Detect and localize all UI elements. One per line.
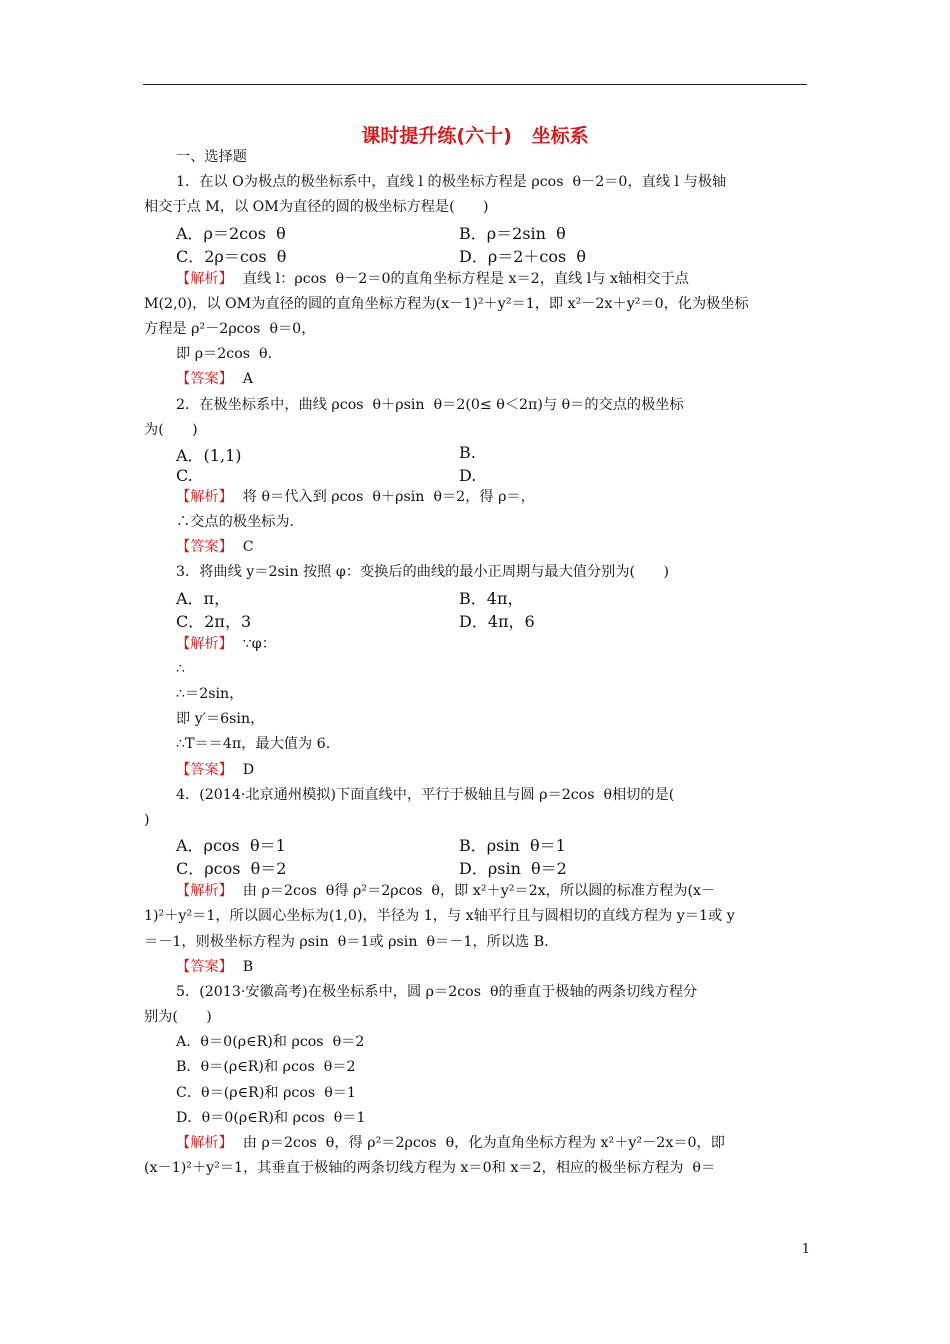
answer-value: A (242, 371, 254, 388)
analysis-tag: 【解析】 (176, 1135, 233, 1151)
analysis-tag: 【解析】 (176, 270, 233, 287)
analysis-line: ∴ (176, 660, 186, 677)
analysis-text: ∵φ： (242, 635, 276, 652)
option-b: B．4π， (459, 588, 524, 608)
option-c: C．ρcos θ＝2 (176, 859, 287, 879)
question-4-options-row-1 (144, 833, 808, 856)
analysis-text: 由 ρ＝2cos θ，得 ρ²＝2ρcos θ，化为直角坐标方程为 x²＋y²－2x＝0，即 (242, 1135, 725, 1151)
analysis-line: 1)²＋y²＝1，所以圆心坐标为(1,0)，半径为 1，与 x轴平行且与圆相切的直线方程为 y＝1或 y (144, 908, 735, 925)
analysis-line: ∴交点的极坐标为. (176, 514, 295, 531)
page-number: 1 (801, 1242, 810, 1257)
question-2-stem: 2．在极坐标系中，曲线 ρcos θ＋ρsin θ＝2(0≤ θ＜2π)与 θ＝的交点的极坐标 (176, 396, 684, 413)
question-3-options-row-1 (144, 586, 808, 609)
question-2-answer (144, 535, 808, 560)
option-c: C. (176, 465, 193, 485)
question-4-stem-cont: ) (144, 811, 150, 828)
answer-tag: 【答案】 (176, 371, 233, 388)
option-c: C．2ρ＝cos θ (176, 246, 287, 266)
answer-value: B (242, 958, 254, 975)
answer-tag: 【答案】 (176, 539, 233, 556)
question-5-analysis (144, 1131, 808, 1156)
analysis-line: 即 ρ＝2cos θ. (176, 346, 273, 363)
question-2-analysis (144, 485, 808, 510)
question-3-stem: 3．将曲线 y＝2sin 按照 φ：变换后的曲线的最小正周期与最大值分别为( ) (176, 564, 669, 581)
document-body (144, 145, 808, 1181)
option-b: B．θ＝(ρ∈R)和 ρcos θ＝2 (176, 1059, 356, 1076)
option-a: A．(1,1) (176, 445, 242, 465)
option-c: C．θ＝(ρ∈R)和 ρcos θ＝1 (176, 1084, 356, 1101)
option-d: D．θ＝0(ρ∈R)和 ρcos θ＝1 (176, 1109, 366, 1126)
question-1-stem: 1．在以 O为极点的极坐标系中，直线 l 的极坐标方程是 ρcos θ－2＝0，直线 l 与极轴 (176, 174, 727, 191)
section-heading: 一、选择题 (176, 149, 247, 165)
question-3-options-row-2 (144, 609, 808, 632)
question-4-stem: 4．(2014·北京通州模拟)下面直线中，平行于极轴且与圆 ρ＝2cos θ相切的是( (176, 786, 675, 803)
question-1-options-row-1 (144, 221, 808, 244)
option-d: D．4π，6 (459, 611, 535, 631)
analysis-text: 直线 l：ρcos θ－2＝0的直角坐标方程是 x＝2，直线 l与 x轴相交于点 (242, 270, 689, 287)
option-d: D. (459, 465, 477, 485)
question-3-analysis (144, 632, 808, 657)
answer-value: D (242, 761, 255, 778)
question-1-options-row-2 (144, 244, 808, 267)
question-2-stem-cont: 为( ) (144, 421, 198, 438)
option-d: D．ρ＝2＋cos θ (459, 246, 587, 266)
analysis-text: 将 θ＝代入到 ρcos θ＋ρsin θ＝2，得 ρ＝， (242, 488, 535, 505)
question-4-options-row-2 (144, 856, 808, 879)
answer-value: C (242, 539, 254, 556)
option-a: A．ρcos θ＝1 (176, 836, 286, 856)
option-b: B. (459, 442, 476, 462)
analysis-line: (x－1)²＋y²＝1，其垂直于极轴的两条切线方程为 x＝0和 x＝2，相应的极坐标方程为 θ＝ (144, 1160, 716, 1177)
question-5-stem: 5．(2013·安徽高考)在极坐标系中，圆 ρ＝2cos θ的垂直于极轴的两条切线方程分 (176, 983, 698, 1000)
analysis-line: ∴＝2sin， (176, 686, 244, 702)
option-b: B．ρ＝2sin θ (459, 223, 566, 243)
analysis-line: M(2,0)，以 OM为直径的圆的直角坐标方程为(x－1)²＋y²＝1，即 x²－2x＋y²＝0，化为极坐标 (144, 295, 749, 312)
option-a: A．π， (176, 588, 231, 608)
question-1-answer (144, 367, 808, 392)
analysis-line: ∴T＝＝4π，最大值为 6. (176, 736, 331, 753)
option-d: D．ρsin θ＝2 (459, 859, 567, 879)
analysis-text: 由 ρ＝2cos θ得 ρ²＝2ρcos θ，即 x²＋y²＝2x，所以圆的标准方程为(x－ (242, 883, 716, 900)
analysis-line: 即 y′＝6sin， (176, 711, 265, 728)
answer-tag: 【答案】 (176, 958, 233, 975)
question-2-options-row-2 (144, 466, 808, 485)
answer-tag: 【答案】 (176, 761, 233, 778)
option-b: B．ρsin θ＝1 (459, 836, 566, 856)
option-c: C．2π，3 (176, 611, 252, 631)
analysis-line: ＝－1，则极坐标方程为 ρsin θ＝1或 ρsin θ＝－1，所以选 B. (144, 933, 549, 950)
analysis-tag: 【解析】 (176, 635, 233, 652)
option-a: A．θ＝0(ρ∈R)和 ρcos θ＝2 (176, 1034, 365, 1051)
analysis-tag: 【解析】 (176, 488, 233, 505)
question-4-analysis (144, 879, 808, 904)
question-5-stem-cont: 别为( ) (144, 1009, 212, 1026)
option-a: A．ρ＝2cos θ (176, 223, 286, 243)
question-4-answer (144, 955, 808, 980)
analysis-line: 方程是 ρ²－2ρcos θ＝0， (144, 320, 316, 337)
header-rule (143, 84, 807, 85)
question-2-options-row-1 (144, 443, 808, 466)
question-1-stem-cont: 相交于点 M，以 OM为直径的圆的极坐标方程是( ) (144, 199, 489, 216)
question-1-analysis (144, 267, 808, 292)
analysis-tag: 【解析】 (176, 883, 233, 900)
page-title: 课时提升练(六十) 坐标系 (361, 125, 589, 147)
question-3-answer (144, 758, 808, 783)
